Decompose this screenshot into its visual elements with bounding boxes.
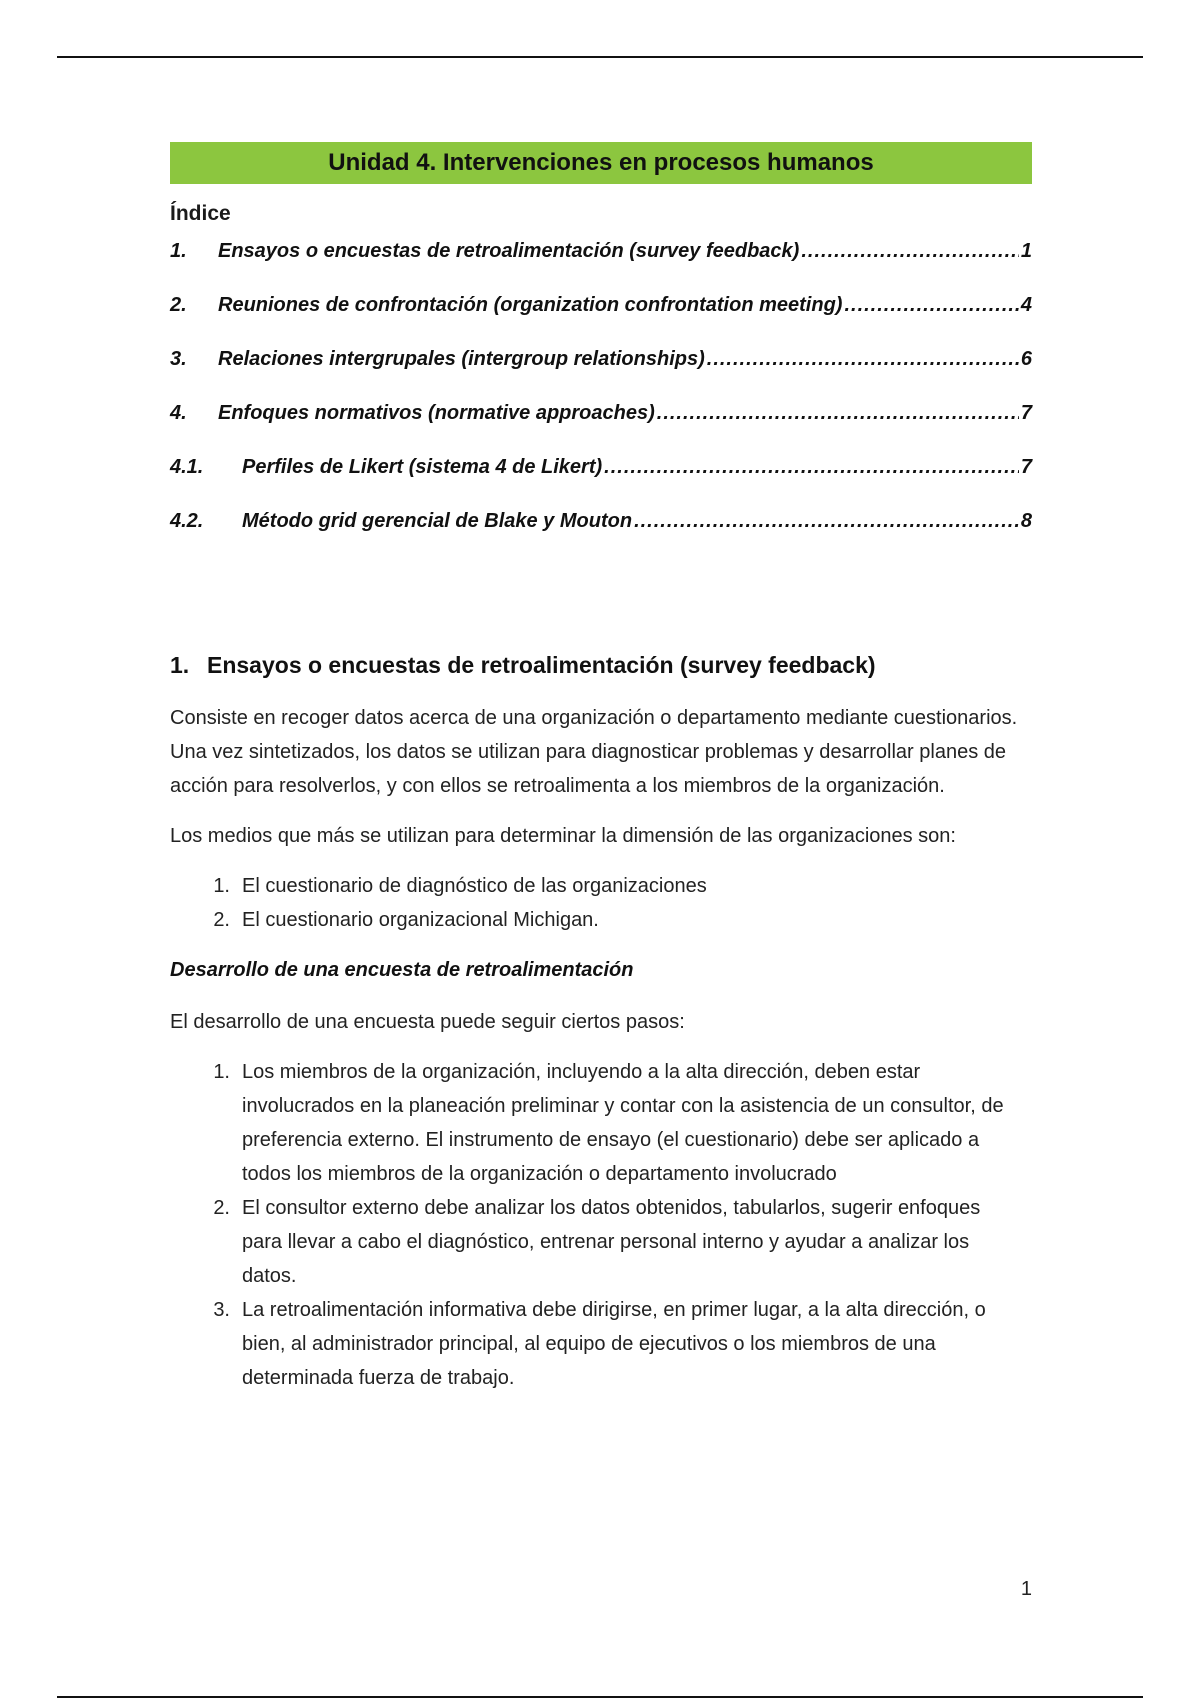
list-item-number: 3. [213, 1299, 230, 1321]
toc-entry-number: 1. [170, 240, 187, 262]
index-heading: Índice [170, 202, 231, 225]
toc-entry-number: 2. [170, 294, 187, 316]
toc-entry-title: Ensayos o encuestas de retroalimentación (survey feedback) [218, 240, 800, 262]
toc-entry-page: 8 [1020, 510, 1032, 532]
toc-entry[interactable] [170, 294, 1032, 348]
toc-entry-number: 4. [170, 402, 187, 424]
toc-entry-title: Perfiles de Likert (sistema 4 de Likert) [242, 456, 603, 478]
list-item [170, 1191, 1032, 1293]
body-paragraph: El desarrollo de una encuesta puede seguir ciertos pasos: [170, 1011, 685, 1033]
list-item-number: 1. [213, 1061, 230, 1083]
toc-entry-title: Relaciones intergrupales (intergroup relationships) [218, 348, 705, 370]
toc-leader-dots [844, 294, 1018, 317]
toc-subentry[interactable] [170, 510, 1032, 564]
list-item [170, 903, 1032, 937]
unit-title-bar [170, 142, 1032, 184]
toc-entry-title: Método grid gerencial de Blake y Mouton [242, 510, 633, 532]
list-item-number: 2. [213, 1197, 230, 1219]
toc-leader-dots [634, 510, 1019, 533]
toc-entry-page: 6 [1020, 348, 1032, 370]
list-item [170, 1055, 1032, 1191]
list-item-number: 1. [213, 875, 230, 897]
toc-leader-dots [604, 456, 1019, 479]
steps-list [170, 1055, 1032, 1395]
toc-leader-dots [707, 348, 1019, 371]
toc-entry[interactable] [170, 240, 1032, 294]
toc-entry-page: 7 [1020, 402, 1032, 424]
toc-entry[interactable] [170, 348, 1032, 402]
footer-rule [57, 1696, 1143, 1698]
list-item-text: El cuestionario organizacional Michigan. [242, 909, 599, 931]
body-paragraph: Los medios que más se utilizan para determinar la dimensión de las organizaciones son: [170, 825, 956, 847]
toc-entry[interactable] [170, 402, 1032, 456]
header-rule [57, 56, 1143, 58]
list-item [170, 1293, 1032, 1395]
toc-entry-number: 4.2. [170, 510, 204, 532]
toc-leader-dots [657, 402, 1019, 425]
page-content [170, 142, 1032, 1395]
list-item-text: La retroalimentación informativa debe dirigirse, en primer lugar, a la alta dirección, o bien, al administrador principal, al equipo de ejecutivos o los miembros de una determinada fuerza de trabajo. [242, 1299, 986, 1389]
toc-entry-page: 1 [1020, 240, 1032, 262]
section-heading [170, 652, 1032, 679]
toc-entry-title: Enfoques normativos (normative approaches) [218, 402, 655, 424]
list-item-text: Los miembros de la organización, incluyendo a la alta dirección, deben estar involucrados en la planeación preliminar y contar con la asistencia de un consultor, de preferencia externo. El instrumento de ensayo (el cuestionario) debe ser aplicado a todos los miembros de la organización o departamento involucrado [242, 1061, 1004, 1185]
toc-entry-number: 3. [170, 348, 187, 370]
subsection-heading: Desarrollo de una encuesta de retroalimentación [170, 959, 634, 981]
list-item-number: 2. [213, 909, 230, 931]
toc-entry-page: 7 [1020, 456, 1032, 478]
unit-title: Unidad 4. Intervenciones en procesos humanos [328, 149, 874, 176]
toc-entry-title: Reuniones de confrontación (organization confrontation meeting) [218, 294, 843, 316]
toc-leader-dots [801, 240, 1019, 263]
page-number: 1 [1020, 1578, 1032, 1600]
list-item-text: El consultor externo debe analizar los datos obtenidos, tabularlos, sugerir enfoques para llevar a cabo el diagnóstico, entrenar personal interno y ayudar a analizar los datos. [242, 1197, 981, 1287]
toc-subentry[interactable] [170, 456, 1032, 510]
list-item [170, 869, 1032, 903]
body-paragraph: Consiste en recoger datos acerca de una organización o departamento mediante cuestionarios. Una vez sintetizados, los datos se utilizan para diagnosticar problemas y desarrollar planes de acción para resolverlos, y con ellos se retroalimenta a los miembros de la organización. [170, 707, 1018, 797]
means-list [170, 869, 1032, 937]
toc-entry-number: 4.1. [170, 456, 204, 478]
section-number: 1. [170, 652, 190, 678]
section-title: Ensayos o encuestas de retroalimentación (survey feedback) [207, 652, 876, 678]
list-item-text: El cuestionario de diagnóstico de las organizaciones [242, 875, 707, 897]
table-of-contents [170, 240, 1032, 564]
toc-entry-page: 4 [1020, 294, 1032, 316]
